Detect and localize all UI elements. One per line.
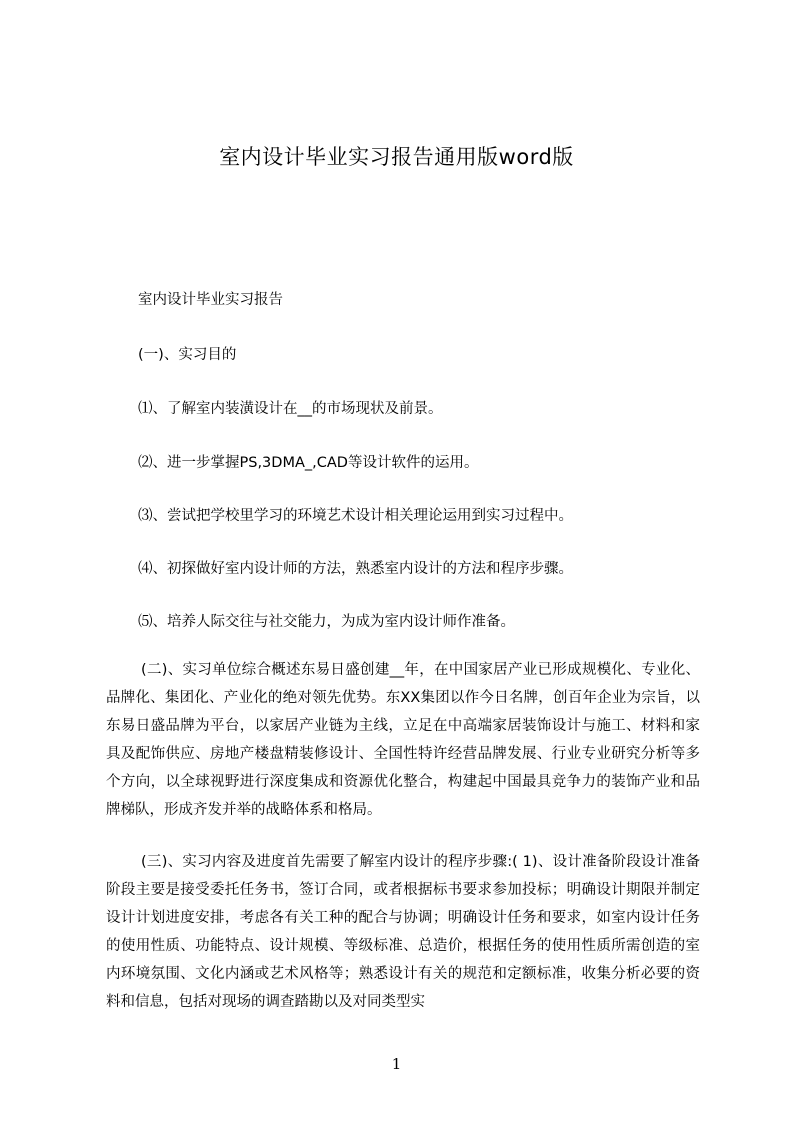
page-number: 1 (391, 1055, 402, 1073)
objective-item-4: ⑷、初探做好室内设计师的方法，熟悉室内设计的方法和程序步骤。 (138, 561, 573, 577)
objective-item-1: ⑴、了解室内装潢设计在__的市场现状及前景。 (138, 401, 443, 417)
section2-paragraph: (二)、实习单位综合概述东易日盛创建__年，在中国家居产业已形成规模化、专业化、品牌化、集团化、产业化的绝对领先优势。东XX集团以作今日名牌，创百年企业为宗旨，以东易日盛品牌为平台，以家居产业链为主线，立足在中高端家居装饰设计与施工、材料和家具及配饰供应、房地产楼盘精装修设计、全国性特许经营品牌发展、行业专业研究分析等多个方向，以全球视野进行深度集成和资源优化整合，构建起中国最具竞争力的装饰产业和品牌梯队，形成齐发并举的战略体系和格局。 (106, 662, 700, 818)
report-subtitle: 室内设计毕业实习报告 (138, 292, 283, 308)
section3-paragraph: (三)、实习内容及进度首先需要了解室内设计的程序步骤:( 1)、设计准备阶段设计准备阶段主要是接受委托任务书，签订合同，或者根据标书要求参加投标；明确设计期限并制定设计计划进度安排，考虑各有关工种的配合与协调；明确设计任务和要求，如室内设计任务的使用性质、功能特点、设计规模、等级标准、总造价，根据任务的使用性质所需创造的室内环境氛围、文化内涵或艺术风格等；熟悉设计有关的规范和定额标准，收集分析必要的资料和信息，包括对现场的调查踏勘以及对同类型实 (106, 854, 700, 1010)
objective-item-5: ⑸、培养人际交往与社交能力，为成为室内设计师作准备。 (138, 614, 515, 630)
document-title: 室内设计毕业实习报告通用版word版 (219, 145, 574, 169)
objective-item-2: ⑵、进一步掌握PS,3DMA_,CAD等设计软件的运用。 (138, 455, 479, 471)
objective-item-3: ⑶、尝试把学校里学习的环境艺术设计相关理论运用到实习过程中。 (138, 508, 573, 524)
section1-heading: (一)、实习目的 (138, 347, 237, 363)
